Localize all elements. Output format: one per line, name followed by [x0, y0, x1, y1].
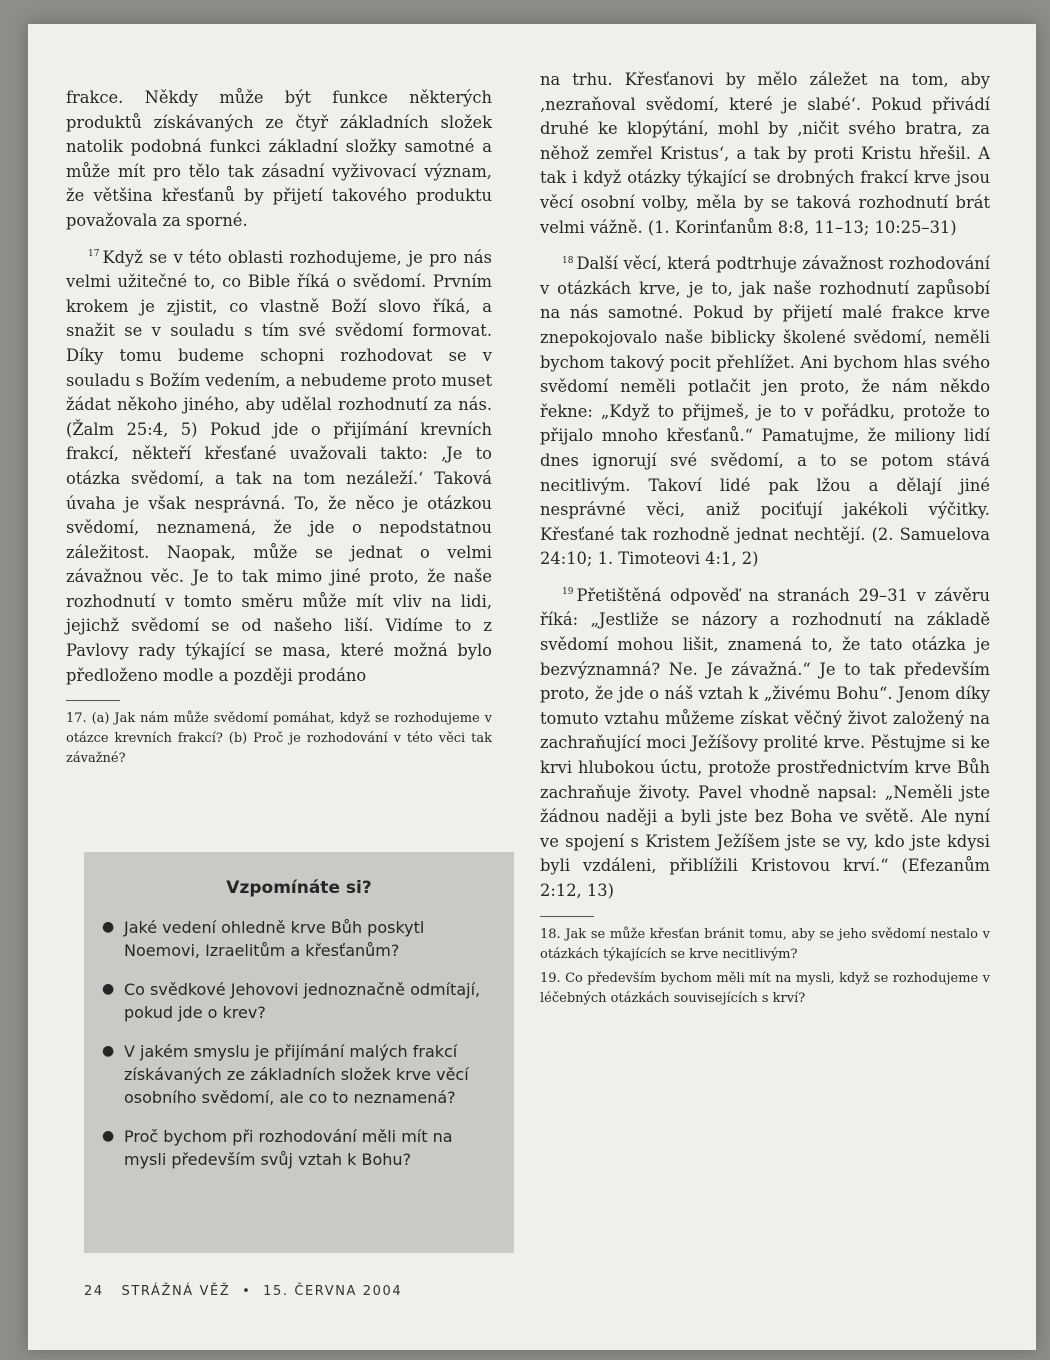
bullet-icon: ●: [102, 1043, 115, 1059]
divider: [540, 916, 594, 917]
divider: [66, 700, 120, 701]
paragraph-text: na trhu. Křesťanovi by mělo záležet na tom, aby ‚nezraňoval svědomí, které je slabé‘. Pokud přivádí druhé ke klopýtání, mohl by ‚ničit svého bratra, za něhož zemřel Kristus‘, a tak by proti Kristu hřešil. A tak i když otázky týkající se drobných frakcí krve jsou věcí osobní volby, měla by se taková rozhodnutí brát velmi vážně. (1. Korinťanům 8:8, 11–13; 10:25–31): [540, 70, 990, 237]
page-number: 24: [84, 1284, 104, 1299]
page-footer: [84, 1284, 402, 1299]
separator-dot: •: [242, 1284, 252, 1299]
right-column: [540, 68, 990, 1013]
question-17: 17. (a) Jak nám může svědomí pomáhat, když se rozhodujeme v otázce krevních frakcí? (b) Proč je rozhodování v této věci tak závažné?: [66, 711, 492, 767]
review-box: [84, 852, 514, 1253]
list-item: ● V jakém smyslu je přijímání malých frakcí získávaných ze základních složek krve věcí osobního svědomí, ale co to neznamená?: [102, 1042, 469, 1107]
issue-date: 15. ČERVNA 2004: [263, 1284, 403, 1299]
question-18: 18. Jak se může křesťan bránit tomu, aby se jeho svědomí nestalo v otázkách týkajících se krve necitlivým?: [540, 926, 990, 962]
left-column: [66, 86, 492, 773]
publication-title: STRÁŽNÁ VĚŽ: [121, 1284, 231, 1299]
paragraph-18: [540, 252, 990, 572]
question-19: 19. Co především bychom měli mít na mysli, když se rozhodujeme v léčebných otázkách souvisejících s krví?: [540, 970, 990, 1006]
list-item: ● Proč bychom při rozhodování měli mít na mysli především svůj vztah k Bohu?: [102, 1127, 453, 1169]
magazine-page: [28, 24, 1036, 1350]
paragraph-number: 18: [562, 255, 574, 266]
list-item: ● Jaké vedení ohledně krve Bůh poskytl Noemovi, Izraelitům a křesťanům?: [102, 918, 425, 960]
review-box-title: Vzpomínáte si?: [226, 878, 372, 898]
paragraph-19: [540, 584, 990, 904]
paragraph-continued: [66, 86, 492, 234]
paragraph-17: [66, 246, 492, 689]
paragraph-text: frakce. Někdy může být funkce některých produktů získávaných ze čtyř základních složek natolik podobná funkci základní složky samotné a může mít pro tělo tak zásadní vyživovací význam, že většina křesťanů by přijetí takového produktu považovala za sporné.: [66, 88, 492, 230]
bullet-icon: ●: [102, 1128, 115, 1144]
list-item: ● Co svědkové Jehovovi jednoznačně odmítají, pokud jde o krev?: [102, 980, 481, 1022]
paragraph-continued: [540, 68, 990, 240]
paragraph-number: 19: [562, 587, 574, 598]
paragraph-text: Další věcí, která podtrhuje závažnost rozhodování v otázkách krve, je to, jak naše rozhodnutí zapůsobí na nás samotné. Pokud by přijetí malé frakce krve znepokojovalo naše biblicky školené svědomí, neměli bychom takový pocit přehlížet. Ani bychom hlas svého svědomí neměli potlačit jen proto, že nám někdo řekne: „Když to přijmeš, je to v pořádku, protože to přijalo mnoho křesťanů.“ Pamatujme, že miliony lidí dnes ignorují své svědomí, a to se potom stává necitlivým. Takoví lidé pak lžou a dělají jiné nesprávné věci, aniž pociťují jakékoli výčitky. Křesťané tak rozhodně jednat nechtějí. (2. Samuelova 24:10; 1. Timoteovi 4:1, 2): [540, 254, 990, 569]
paragraph-number: 17: [88, 249, 100, 260]
paragraph-text: Když se v této oblasti rozhodujeme, je pro nás velmi užitečné to, co Bible říká o svědomí. Prvním krokem je zjistit, co vlastně Boží slovo říká, a snažit se v souladu s tím své svědomí formovat. Díky tomu budeme schopni rozhodovat se v souladu s Božím vedením, a nebudeme proto muset žádat někoho jiného, aby udělal rozhodnutí za nás. (Žalm 25:4, 5) Pokud jde o přijímání krevních frakcí, někteří křesťané uvažovali takto: ‚Je to otázka svědomí, a tak na tom nezáleží.‘ Taková úvaha je však nesprávná. To, že něco je otázkou svědomí, neznamená, že jde o nepodstatnou záležitost. Naopak, může se jednat o velmi závažnou věc. Je to tak mimo jiné proto, že naše rozhodnutí v tomto směru může mít vliv na lidi, jejichž svědomí se od našeho liší. Vidíme to z Pavlovy rady týkající se masa, které možná bylo předloženo modle a později prodáno: [66, 247, 492, 685]
paragraph-text: Přetištěná odpověď na stranách 29–31 v závěru říká: „Jestliže se názory a rozhodnutí na základě svědomí mohou lišit, znamená to, že tato otázka je bezvýznamná? Ne. Je závažná.“ Je to tak především proto, že jde o náš vztah k „živému Bohu“. Jenom díky tomuto vztahu můžeme získat věčný život založený na zachraňující moci Ježíšovy prolité krve. Pěstujme si ke krvi hlubokou úctu, protože prostřednictvím krve Bůh zachraňuje životy. Pavel vhodně napsal: „Neměli jste žádnou naději a byli jste bez Boha ve světě. Ale nyní ve spojení s Kristem Ježíšem jste se vy, kdo jste kdysi byli vzdáleni, přiblížili Kristovou krví.“ (Efezanům 2:12, 13): [540, 585, 990, 900]
review-list: [84, 916, 514, 1171]
bullet-icon: ●: [102, 981, 115, 997]
bullet-icon: ●: [102, 919, 115, 935]
